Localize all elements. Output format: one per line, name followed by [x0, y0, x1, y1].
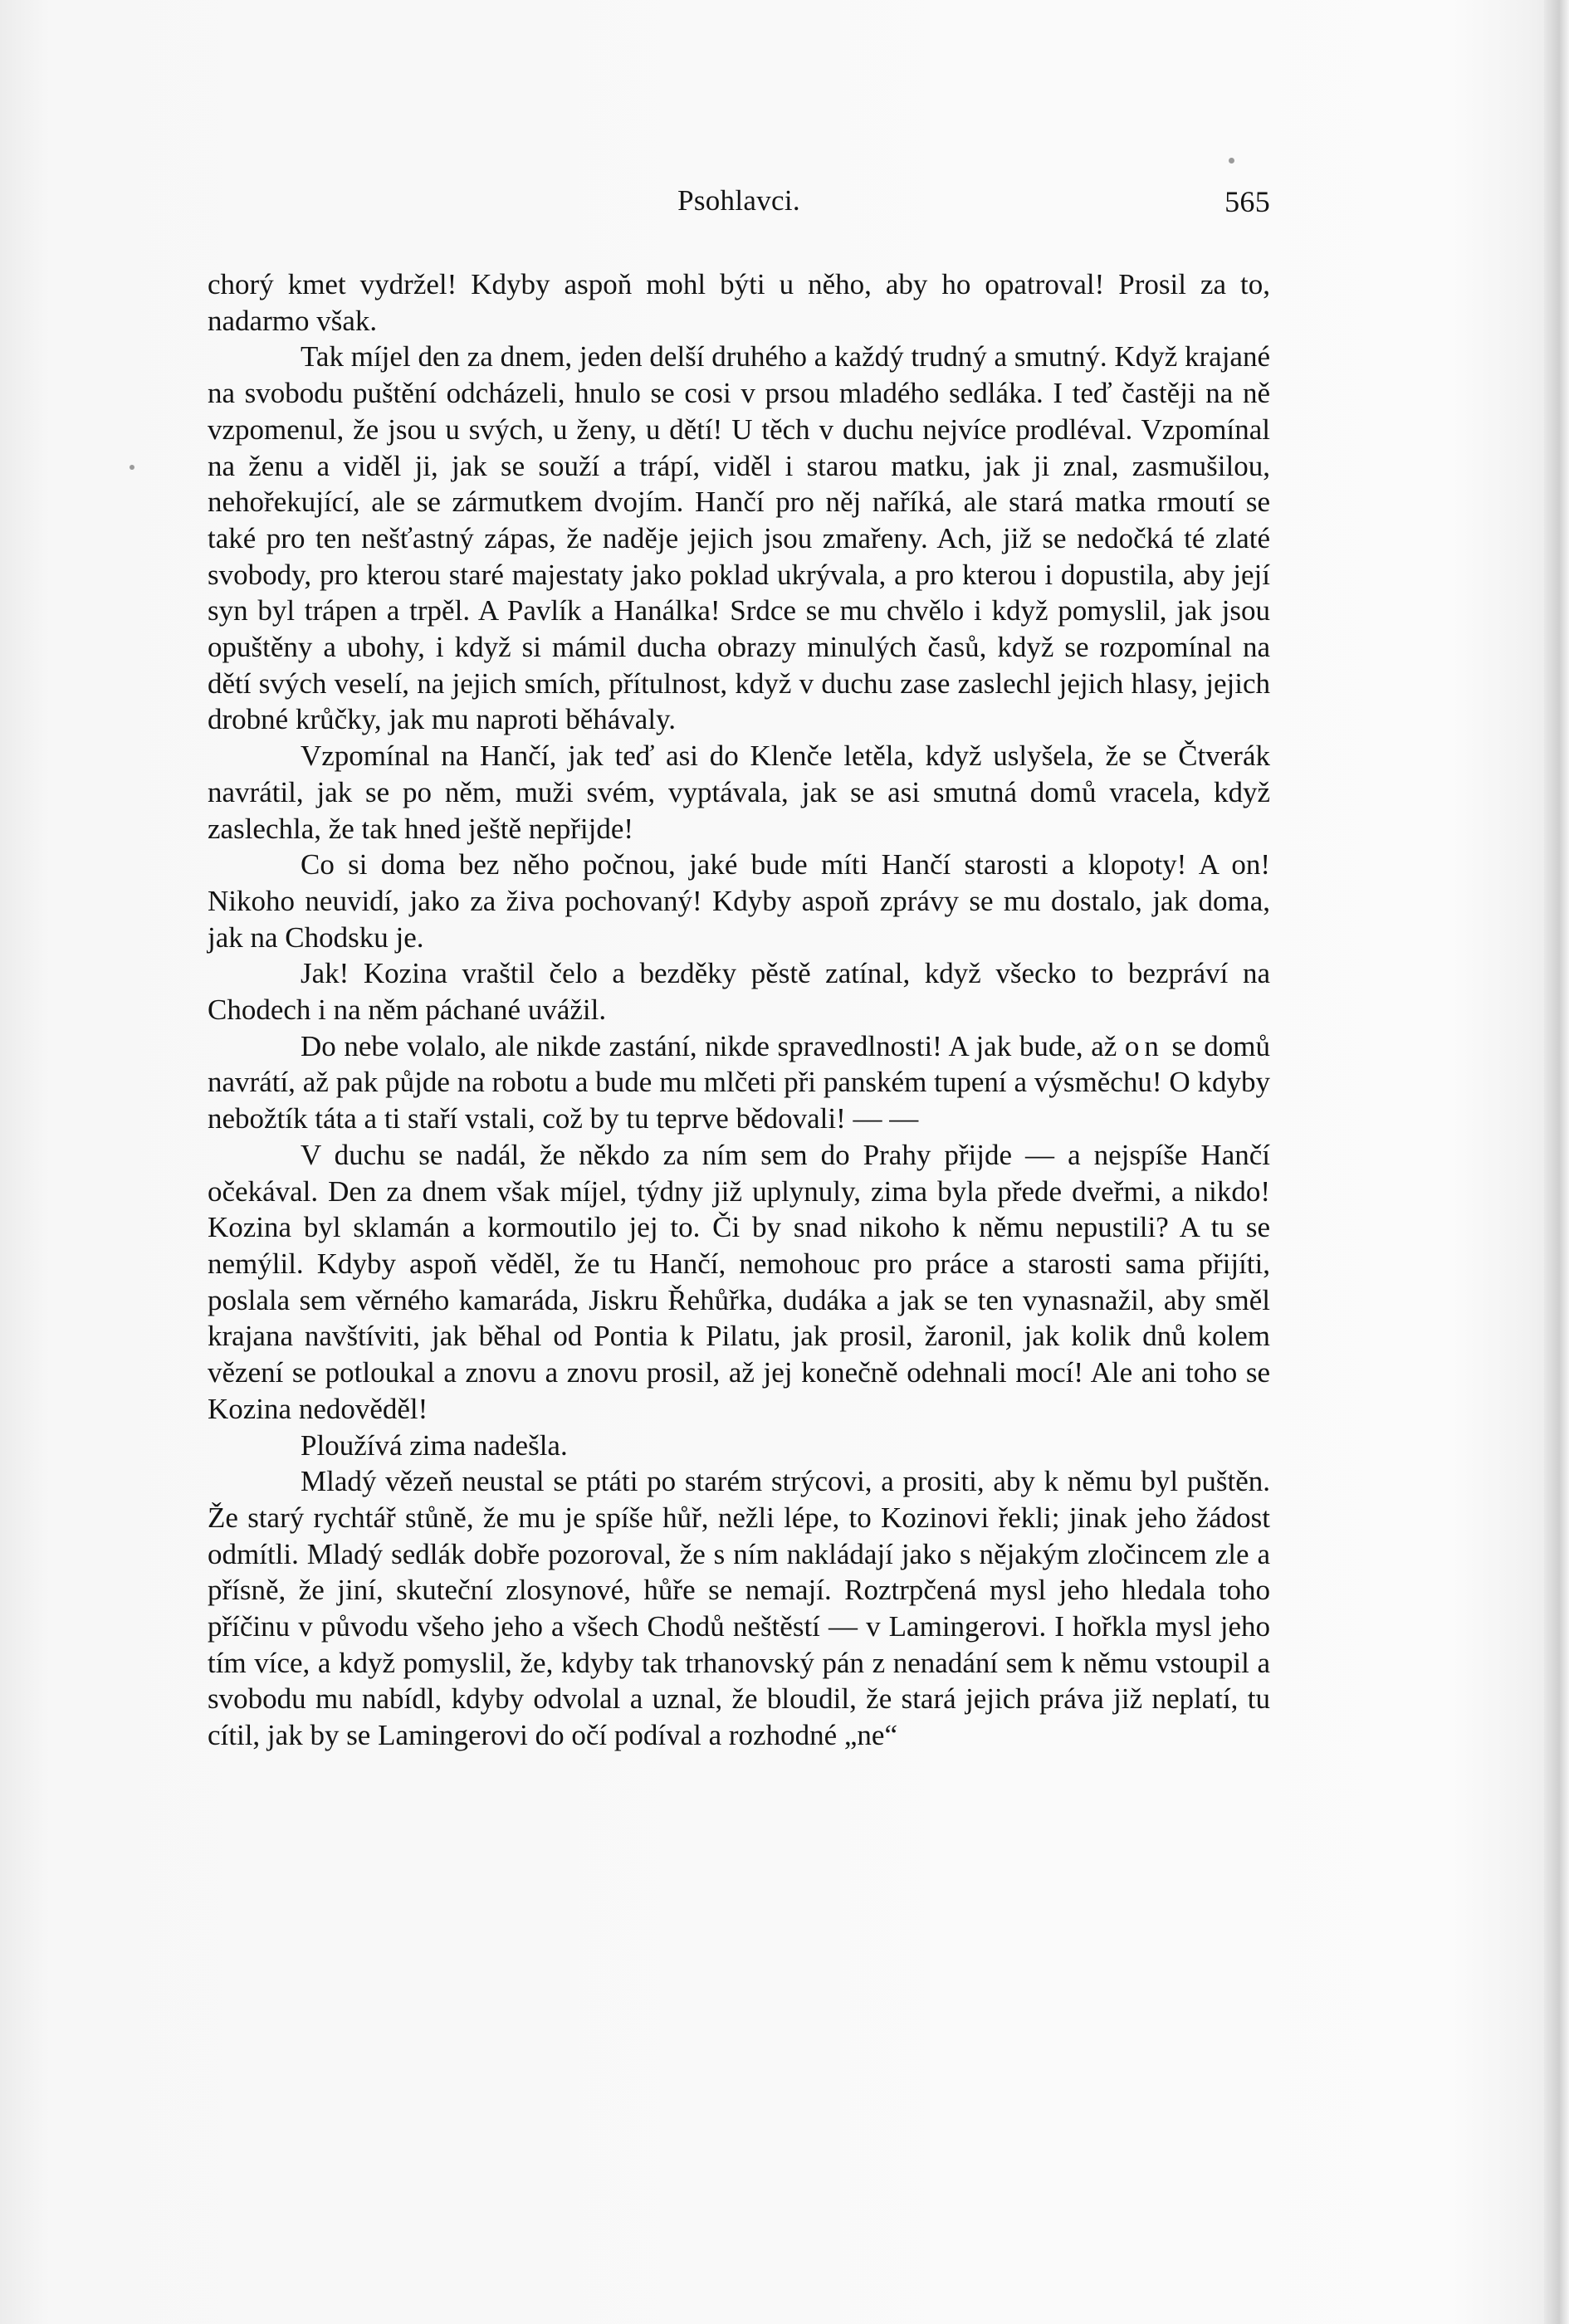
paragraph-text: se domů navrátí, až pak půjde na robotu a bude mu mlčeti při panském tupení a výsměchu! O kdyby nebožtík táta a ti staří vstali, což by tu teprve bědovali! — — — [208, 1029, 1270, 1135]
scan-speck — [1229, 158, 1234, 164]
paragraph: Jak! Kozina vraštil čelo a bezděky pěstě zatínal, když všecko to bezpráví na Chodech i na něm páchané uvážil. — [208, 957, 1270, 1027]
paragraph: Mladý vězeň neustal se ptáti po starém strýcovi, a prositi, aby k němu byl puštěn. Že starý rychtář stůně, že mu je spíše hůř, nežli lépe, to Kozinovi řekli; jinak jeho žádost odmítli. Mladý sedlák dobře pozoroval, že s ním nakládají jako s nějakým zločincem zle a přísně, že jiní, skuteční zlosynové, hůře se nemají. Roztrpčená mysl jeho hledala toho příčinu v původu všeho jeho a všech Chodů neštěstí — v Lamingerovi. I hořkla mysl jeho tím více, a když pomyslil, že, kdyby tak trhanovský pán z nenadání sem k němu vstoupil a svobodu mu nabídl, kdyby odvolal a uznal, že bloudil, že stará jejich práva již neplatí, tu cítil, jak by se Lamingerovi do očí podíval a rozhodné „ne“ — [208, 1465, 1270, 1752]
paragraph: Tak míjel den za dnem, jeden delší druhého a každý trudný a smutný. Když krajané na svobodu puštění odcházeli, hnulo se cosi v prsou mladého sedláka. I teď častěji na ně vzpomenul, že jsou u svých, u ženy, u dětí! U těch v duchu nejvíce prodléval. Vzpomínal na ženu a viděl ji, jak se souží a trápí, viděl i starou matku, jak ji znal, zasmušilou, nehořekující, ale se zármutkem dvojím. Hančí pro něj naříká, ale stará matka rmoutí se také pro ten nešťastný zápas, že naděje jejich jsou zmařeny. Ach, již se nedočká té zlaté svobody, pro kterou staré majestaty jako poklad ukrývala, a pro kterou i dopustila, aby její syn byl trápen a trpěl. A Pavlík a Hanálka! Srdce se mu chvělo i když pomyslil, jak jsou opuštěny a ubohy, i když si mámil ducha obrazy minulých časů, když se rozpomínal na dětí svých veselí, na jejich smích, přítulnost, když v duchu zase zaslechl jejich hlasy, jejich drobné krůčky, jak mu naproti běhávaly. — [208, 340, 1270, 736]
paragraph: Ploužívá zima nadešla. — [301, 1428, 568, 1462]
paragraph: chorý kmet vydržel! Kdyby aspoň mohl býti u něho, aby ho opatroval! Prosil za to, nadarmo však. — [208, 268, 1270, 337]
scan-speck — [130, 465, 134, 470]
page-number: 565 — [1224, 185, 1270, 218]
paragraph-text: Do nebe volalo, ale nikde zastání, nikde spravedlnosti! A jak bude, až — [301, 1029, 1125, 1062]
running-header — [208, 184, 1270, 234]
paragraph: Vzpomínal na Hančí, jak teď asi do Klenče letěla, když uslyšela, že se Čtverák navrátil, jak se po něm, muži svém, vyptávala, jak se asi smutná domů vracela, když zaslechla, že tak hned ještě nepřijde! — [208, 740, 1270, 845]
paragraph: Co si doma bez něho počnou, jaké bude míti Hančí starosti a klopoty! A on! Nikoho neuvidí, jako za živa pochovaný! Kdyby aspoň zprávy se mu dostalo, jak doma, jak na Chodsku je. — [208, 848, 1270, 954]
paragraph — [208, 1028, 1270, 1137]
running-title: Psohlavci. — [677, 184, 800, 217]
body-text — [208, 266, 1270, 1754]
page-edge-shadow — [1544, 0, 1569, 2324]
paragraph: V duchu se nadál, že někdo za ním sem do Prahy přijde — a nejspíše Hančí očekával. Den za dnem však míjel, týdny již uplynuly, zima byla přede dveřmi, a nikdo! Kozina byl sklamán a kormoutilo jej to. Či by snad nikoho k němu nepustili? A tu se nemýlil. Kdyby aspoň věděl, že tu Hančí, nemohouc pro práce a starosti sama přijíti, poslala sem věrného kamaráda, Jiskru Řehůřka, dudáka a jak se ten vynasnažil, aby směl krajana navštíviti, jak běhal od Pontia k Pilatu, jak prosil, žaronil, jak kolik dnů kolem vězení se potloukal a znovu a znovu prosil, až jej konečně odehnali mocí! Ale ani toho se Kozina nedověděl! — [208, 1138, 1270, 1425]
emphasized-word: on — [1124, 1029, 1164, 1062]
